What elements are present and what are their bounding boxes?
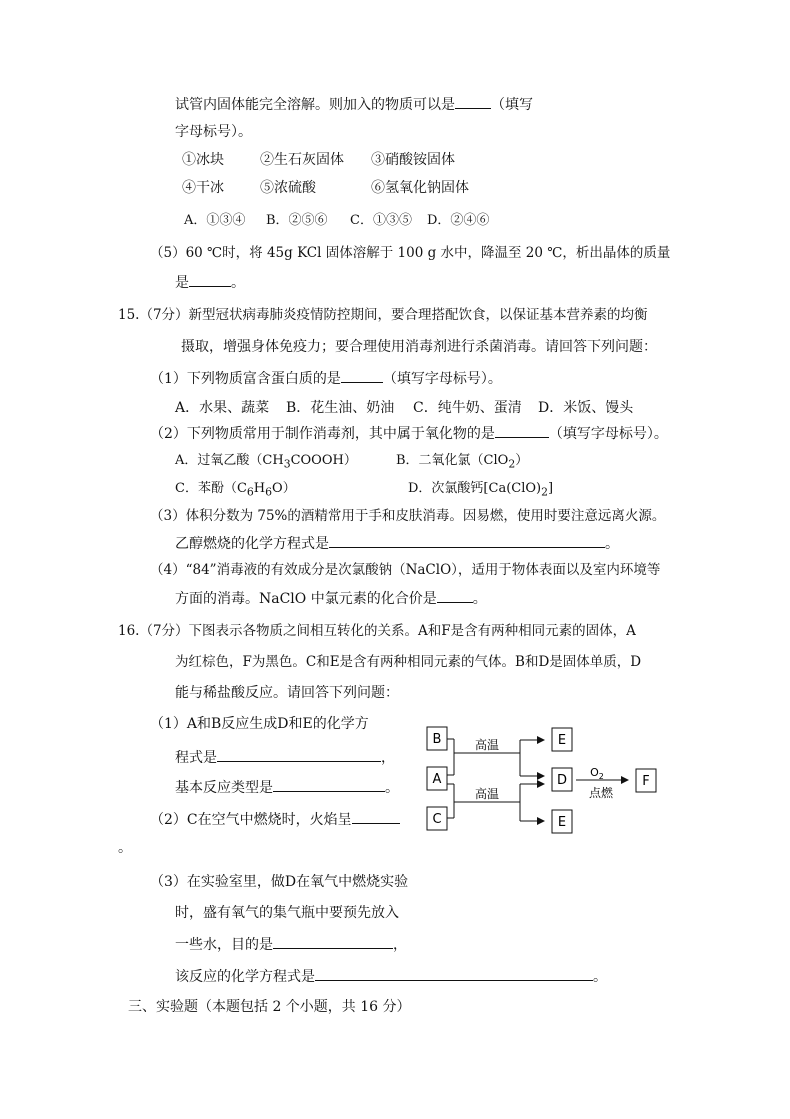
- q16-part3-line4: 该反应的化学方程式是 。: [175, 966, 607, 987]
- box-d-label: D: [556, 773, 568, 788]
- q15-part2-blank[interactable]: [495, 423, 549, 438]
- q14-item-1: ①冰块: [182, 152, 224, 168]
- q14-part5-line1: （5）60 ℃时，将 45g KCl 固体溶解于 100 g 水中，降温至 20 ℃，析出晶体的质量: [150, 245, 671, 261]
- q14-item-2: ②生石灰固体: [260, 152, 344, 168]
- q16-part3-line2: 时，盛有氧气的集气瓶中要预先放入: [175, 905, 399, 921]
- q14-option-d: D．②④⑥: [427, 213, 490, 228]
- q15-part4-line1: （4）“84”消毒液的有效成分是次氯酸钠（NaClO），适用于物体表面以及室内环境等: [150, 562, 661, 578]
- q16-part3-purpose-blank[interactable]: [273, 934, 393, 949]
- q14-part5-line2: 是 。: [175, 272, 245, 293]
- q15-part2: （2）下列物质常用于制作消毒剂，其中属于氧化物的是 （填写字母标号）。: [150, 423, 668, 444]
- q16-stem-line1: 16.（7分）下图表示各物质之间相互转化的关系。A和F是含有两种相同元素的固体，A: [118, 623, 636, 639]
- box-f-label: F: [642, 774, 650, 789]
- q15-part1-blank[interactable]: [341, 368, 383, 383]
- q16-part2-line2: 。: [118, 840, 132, 856]
- q14-item-6: ⑥氢氧化钠固体: [371, 180, 469, 196]
- q14-item-3: ③硝酸铵固体: [371, 152, 455, 168]
- q15-part4-blank[interactable]: [437, 588, 473, 603]
- q16-part1-line2: 程式是 ，: [175, 747, 395, 768]
- box-a-label: A: [432, 772, 442, 787]
- box-c-label: C: [432, 812, 442, 827]
- q16-part1-line1: （1）A和B反应生成D和E的化学方: [150, 716, 369, 732]
- q16-part1-type-blank[interactable]: [273, 777, 385, 792]
- conversion-diagram: [420, 722, 670, 844]
- o2-label: $O_2$: [590, 766, 604, 781]
- q16-part1-equation-blank[interactable]: [217, 747, 381, 762]
- q15-part3-line1: （3）体积分数为 75%的酒精常用于手和皮肤消毒。因易燃，使用时要注意远离火源。: [150, 508, 666, 524]
- cond-top-label: 高温: [474, 738, 500, 752]
- q16-part1-line3: 基本反应类型是 。: [175, 777, 399, 798]
- q15-part1-option-d: D．米饭、馒头: [538, 400, 634, 416]
- q16-stem-line2: 为红棕色，F为黑色。C和E是含有两种相同元素的气体。B和D是固体单质，D: [175, 654, 642, 670]
- q15-part2-option-a: A．过氧乙酸$(CH_3COOOH)$: [175, 453, 357, 471]
- q16-part3-line3: 一些水，目的是 ，: [175, 934, 407, 955]
- q15-part4-line2: 方面的消毒。NaClO 中氯元素的化合价是 。: [175, 588, 487, 609]
- q15-part1-option-a: A．水果、蔬菜: [175, 400, 270, 416]
- q15-part1-option-c: C．纯牛奶、蛋清: [413, 400, 522, 416]
- q15-part3-blank[interactable]: [329, 533, 605, 548]
- q16-part3-equation-blank[interactable]: [315, 966, 593, 981]
- q15-stem-line1: 15.（7分）新型冠状病毒肺炎疫情防控期间，要合理搭配饮食，以保证基本营养素的均衡: [118, 307, 648, 323]
- q15-part3-line2: 乙醇燃烧的化学方程式是 。: [175, 533, 619, 554]
- q14-item-5: ⑤浓硫酸: [260, 180, 316, 196]
- q15-part2-option-d: D．次氯酸钙$[Ca(ClO)_2]$: [408, 481, 554, 499]
- q16-part3-line1: （3）在实验室里，做D在氧气中燃烧实验: [150, 874, 409, 890]
- ignite-label: 点燃: [588, 786, 614, 800]
- section-3-heading: 三、实验题（本题包括 2 个小题，共 16 分）: [128, 999, 411, 1015]
- q15-part2-option-b: B．二氧化氯（ClO$_2$）: [396, 453, 529, 471]
- q16-part2-blank[interactable]: [352, 809, 400, 824]
- cond-bottom-label: 高温: [474, 787, 500, 801]
- box-b-label: B: [432, 732, 442, 747]
- q14-option-b: B．②⑤⑥: [266, 213, 328, 228]
- q14-part5-blank[interactable]: [189, 272, 231, 287]
- box-e-top-label: E: [557, 733, 567, 748]
- q14-answer-blank[interactable]: [455, 94, 491, 109]
- box-e-bottom-label: E: [557, 815, 567, 830]
- q14-item-4: ④干冰: [182, 180, 224, 196]
- q15-part2-option-c: C．苯酚$(C_6H_6O)$: [175, 481, 296, 499]
- q14-line2: 字母标号）。: [175, 124, 252, 140]
- q14-option-c: C．①③⑤: [350, 213, 412, 228]
- q14-option-a: A．①③④: [184, 213, 246, 228]
- q14-line1: 试管内固体能完全溶解。则加入的物质可以是 （填写: [175, 94, 533, 115]
- q15-part1-option-b: B．花生油、奶油: [286, 400, 395, 416]
- q15-part1: （1）下列物质富含蛋白质的是 （填写字母标号）。: [150, 368, 502, 389]
- q16-part2-line1: （2）C在空气中燃烧时，火焰呈: [150, 809, 400, 830]
- q16-stem-line3: 能与稀盐酸反应。请回答下列问题：: [175, 685, 399, 701]
- q15-stem-line2: 摄取，增强身体免疫力；要合理使用消毒剂进行杀菌消毒。请回答下列问题：: [181, 339, 657, 355]
